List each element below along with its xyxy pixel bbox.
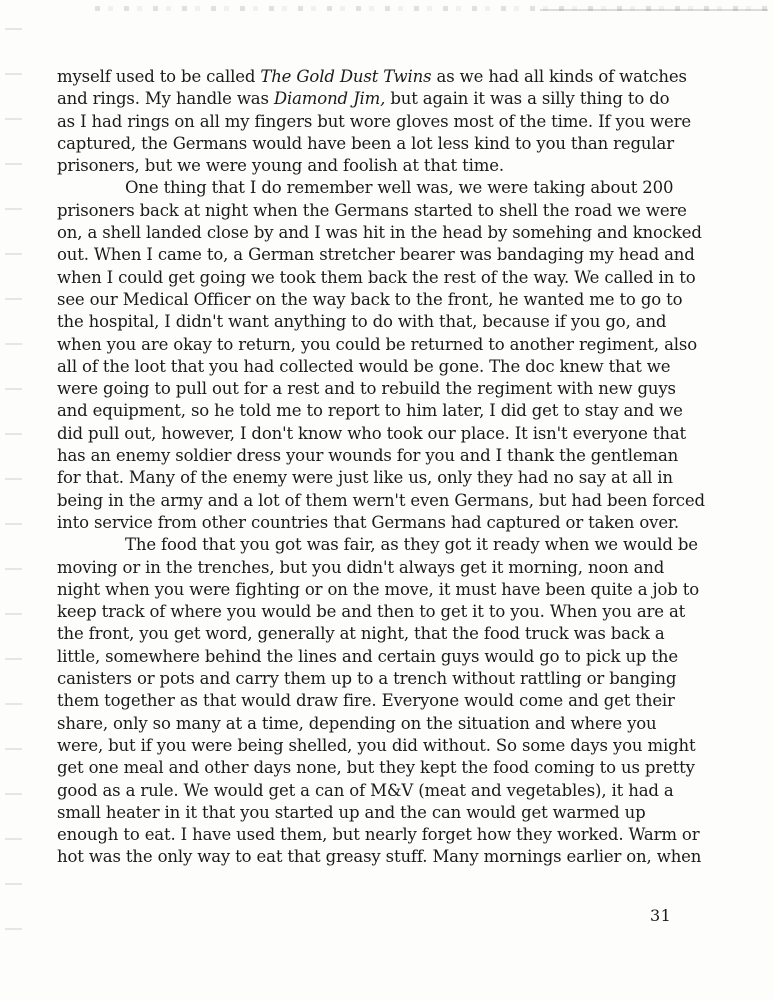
text-segment: keep track of where you would be and then to get it to you. When you are at — [57, 602, 686, 622]
page-text — [57, 66, 717, 869]
text-line — [57, 467, 717, 489]
text-segment: captured, the Germans would have been a lot less kind to you than regular — [57, 133, 674, 153]
text-segment: One thing that I do remember well was, we were taking about 200 — [125, 178, 674, 198]
text-line — [57, 668, 717, 690]
text-segment: as we had all kinds of watches — [431, 67, 687, 86]
text-line — [57, 846, 717, 868]
text-line — [57, 713, 717, 735]
text-line — [57, 88, 717, 110]
text-segment: night when you were fighting or on the move, it must have been quite a job to — [57, 579, 700, 599]
text-line — [57, 289, 717, 311]
text-segment: as I had rings on all my fingers but wore gloves most of the time. If you were — [57, 111, 691, 131]
text-line — [57, 400, 717, 422]
scan-noise-left-margin — [5, 28, 22, 973]
text-segment: share, only so many at a time, depending on the situation and where you — [57, 713, 657, 733]
text-line — [57, 780, 717, 802]
text-segment: when I could get going we took them back the rest of the way. We called in to — [57, 267, 696, 287]
text-line — [57, 601, 717, 623]
text-line — [57, 155, 717, 177]
text-segment: being in the army and a lot of them wern't even Germans, but had been forced — [57, 490, 705, 510]
text-segment: the front, you get word, generally at night, that the food truck was back a — [57, 624, 665, 644]
text-line — [57, 623, 717, 645]
text-segment: when you are okay to return, you could be returned to another regiment, also — [57, 334, 698, 354]
text-segment: on, a shell landed close by and I was hit in the head by somehing and knocked — [57, 223, 702, 243]
text-line — [57, 690, 717, 712]
text-segment: little, somewhere behind the lines and certain guys would go to pick up the — [57, 646, 679, 666]
text-segment: and equipment, so he told me to report to him later, I did get to stay and we — [57, 401, 683, 421]
text-segment: good as a rule. We would get a can of M&V (meat and vegetables), it had a — [57, 780, 674, 800]
text-segment: hot was the only way to eat that greasy stuff. Many mornings earlier on, when — [57, 847, 702, 867]
text-line — [57, 311, 717, 333]
text-segment: did pull out, however, I don't know who took our place. It isn't everyone that — [57, 423, 687, 443]
scan-noise-top-right — [540, 9, 768, 11]
text-line — [57, 512, 717, 534]
italic-phrase: Diamond Jim, — [273, 89, 386, 109]
text-segment: small heater in it that you started up and the can would get warmed up — [57, 802, 646, 822]
text-segment: for that. Many of the enemy were just like us, only they had no say at all in — [57, 468, 673, 488]
text-segment: were, but if you were being shelled, you did without. So some days you might — [57, 735, 696, 755]
text-segment: The food that you got was fair, as they got it ready when we would be — [125, 535, 698, 555]
text-line — [57, 824, 717, 846]
text-line — [57, 445, 717, 467]
text-segment: all of the loot that you had collected would be gone. The doc knew that we — [57, 356, 671, 376]
text-line — [57, 735, 717, 757]
text-line — [57, 244, 717, 266]
text-line — [57, 534, 717, 556]
text-line — [57, 356, 717, 378]
text-line — [57, 802, 717, 824]
text-segment: out. When I came to, a German stretcher bearer was bandaging my head and — [57, 245, 695, 265]
text-segment: canisters or pots and carry them up to a trench without rattling or banging — [57, 669, 677, 689]
page-number: 31 — [650, 906, 672, 925]
text-segment: were going to pull out for a rest and to rebuild the regiment with new guys — [57, 379, 676, 399]
text-segment: them together as that would draw fire. Everyone would come and get their — [57, 691, 675, 711]
text-line — [57, 334, 717, 356]
text-segment: see our Medical Officer on the way back to the front, he wanted me to go to — [57, 289, 683, 309]
text-line — [57, 66, 717, 88]
text-line — [57, 646, 717, 668]
text-segment: the hospital, I didn't want anything to do with that, because if you go, and — [57, 312, 667, 332]
text-segment: enough to eat. I have used them, but nearly forget how they worked. Warm or — [57, 825, 700, 845]
text-line — [57, 111, 717, 133]
text-segment: but again it was a silly thing to do — [385, 89, 670, 109]
text-line — [57, 177, 717, 199]
text-segment: myself used to be called — [57, 67, 261, 86]
text-line — [57, 222, 717, 244]
text-line — [57, 200, 717, 222]
text-segment: prisoners, but we were young and foolish at that time. — [57, 156, 504, 176]
italic-phrase: The Gold Dust Twins — [260, 67, 432, 86]
text-line — [57, 490, 717, 512]
text-segment: prisoners back at night when the Germans started to shell the road we were — [57, 200, 687, 220]
text-segment: has an enemy soldier dress your wounds for you and I thank the gentleman — [57, 446, 679, 466]
text-line — [57, 133, 717, 155]
text-line — [57, 267, 717, 289]
text-line — [57, 557, 717, 579]
text-segment: into service from other countries that Germans had captured or taken over. — [57, 512, 679, 532]
text-line — [57, 423, 717, 445]
text-segment: get one meal and other days none, but they kept the food coming to us pretty — [57, 758, 695, 778]
text-segment: moving or in the trenches, but you didn't always get it morning, noon and — [57, 557, 665, 577]
text-line — [57, 757, 717, 779]
text-line — [57, 579, 717, 601]
text-segment: and rings. My handle was — [57, 89, 274, 109]
text-line — [57, 378, 717, 400]
